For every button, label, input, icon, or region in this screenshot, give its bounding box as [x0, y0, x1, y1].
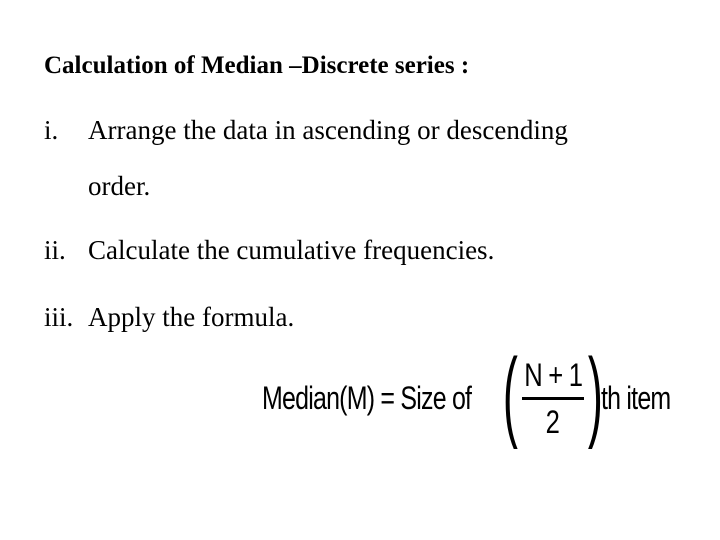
step-2-text: Calculate the cumulative frequencies.	[88, 235, 495, 265]
formula-numerator: N + 1	[523, 356, 582, 393]
formula-fraction	[517, 355, 589, 442]
step-1-text: Arrange the data in ascending or descending	[88, 115, 568, 145]
step-1-text-cont: order.	[88, 171, 151, 201]
formula-close-paren: )	[587, 338, 603, 450]
formula-tail: th item	[601, 379, 671, 416]
step-3-marker: iii.	[44, 302, 74, 332]
formula-open-paren: (	[503, 338, 518, 450]
step-2-marker: ii.	[44, 235, 66, 265]
formula-lhs: Median(M) = Size of	[262, 379, 472, 416]
formula-denominator: 2	[545, 403, 560, 440]
step-1-marker: i.	[44, 115, 59, 145]
median-formula	[262, 338, 690, 458]
step-3-text: Apply the formula.	[88, 302, 295, 332]
formula-fraction-bar	[522, 397, 584, 400]
slide-title: Calculation of Median –Discrete series :	[44, 52, 470, 79]
